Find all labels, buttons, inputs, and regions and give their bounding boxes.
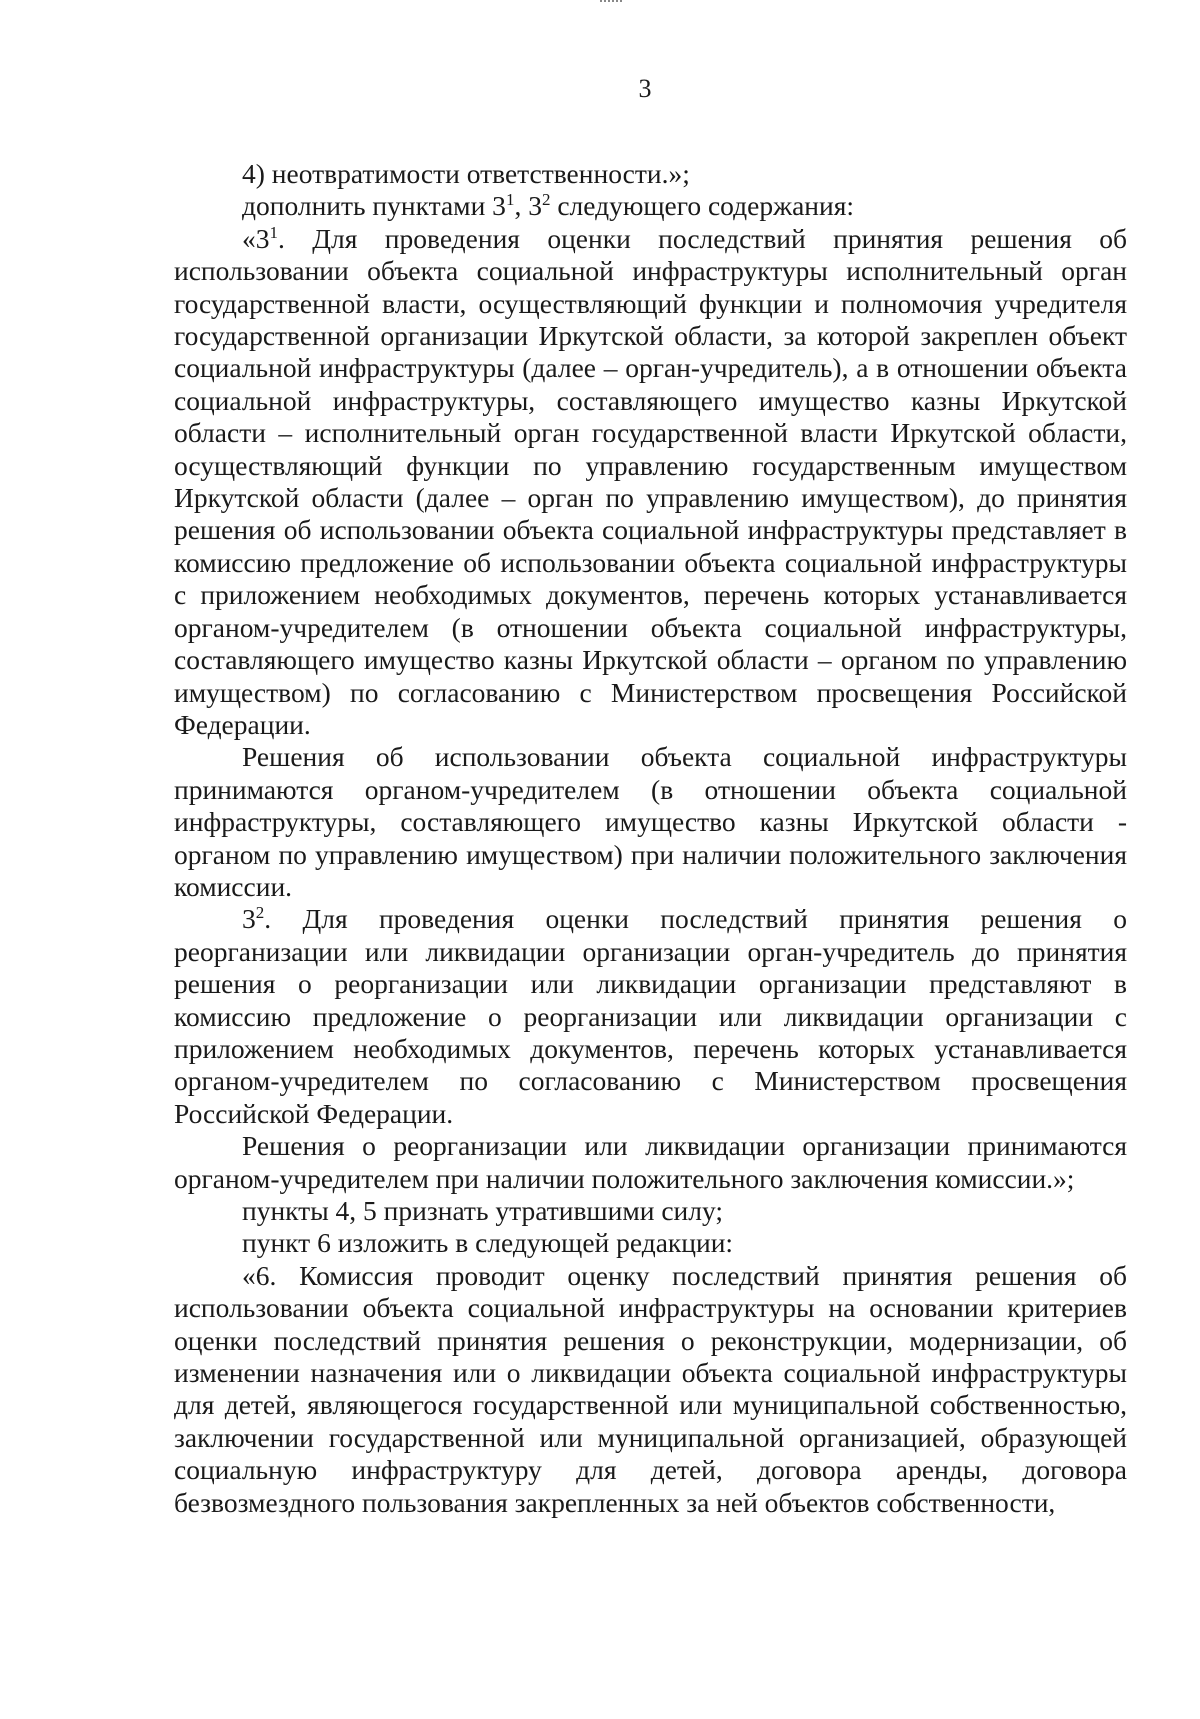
paragraph-item-4: 4) неотвратимости ответственности.»; xyxy=(242,158,690,189)
superscript: 1 xyxy=(505,190,515,210)
paragraph-clause-3-2: $3^2$. Для проведения оценки последствий принятия решения о реорганизации или ликвидации организации орган-учредитель до принятия решения о реорганизации или ликвидации организации представляют в комиссию предложение о реорганизации или ликвидации организации с приложением необходимых документов, перечень которых устанавливается органом-учредителем по согласованию с Министерством просвещения Российской Федерации. xyxy=(174,903,1127,1129)
paragraph-points-repealed: пункты 4, 5 признать утратившими силу; xyxy=(242,1195,723,1226)
document-body xyxy=(174,158,1127,1519)
paragraph-amendment-intro: дополнить пунктами $3^1$, $3^2$ следующего содержания: xyxy=(242,190,855,222)
paragraph-clause-6: «6. Комиссия проводит оценку последствий принятия решения об использовании объекта социальной инфраструктуры на основании критериев оценки последствий принятия решения о реконструкции, модернизации, об изменении назначения или о ликвидации объекта социальной инфраструктуры для детей, являющегося государственной или муниципальной собственностью, заключении государственной или муниципальной организацией, образующей социальную инфраструктуру для детей, договора аренды, договора безвозмездного пользования закрепленных за ней объектов собственности, xyxy=(174,1259,1127,1518)
paragraph-decisions-use: Решения об использовании объекта социальной инфраструктуры принимаются органом-учредителем (в отношении объекта социальной инфраструктуры, составляющего имущество казны Иркутской области - органом по управлению имуществом) при наличии положительного заключения комиссии. xyxy=(174,741,1127,902)
superscript: 1 xyxy=(269,222,278,242)
superscript: 2 xyxy=(255,903,265,923)
scan-artifact xyxy=(600,0,622,6)
paragraph-point-6-intro: пункт 6 изложить в следующей редакции: xyxy=(242,1227,734,1259)
paragraph-decisions-reorganization: Решения о реорганизации или ликвидации организации принимаются органом-учредителем при наличии положительного заключения комиссии.»; xyxy=(174,1130,1127,1194)
paragraph-clause-3-1: «$3^1$. Для проведения оценки последствий принятия решения об использовании объекта социальной инфраструктуры исполнительный орган государственной власти, осуществляющий функции и полномочия учредителя государственной организации Иркутской области, за которой закреплен объект социальной инфраструктуры (далее – орган-учредитель), а в отношении объекта социальной инфраструктуры, составляющего имущество казны Иркутской области – исполнительный орган государственной власти Иркутской области, осуществляющий функции по управлению государственным имуществом Иркутской области (далее – орган по управлению имуществом), до принятия решения об использовании объекта социальной инфраструктуры представляет в комиссию предложение об использовании объекта социальной инфраструктуры с приложением необходимых документов, перечень которых устанавливается органом-учредителем (в отношении объекта социальной инфраструктуры, составляющего имущество казны Иркутской области – органом по управлению имуществом) по согласованию с Министерством просвещения Российской Федерации. xyxy=(174,222,1127,740)
superscript: 2 xyxy=(541,190,551,210)
page-number: 3 xyxy=(638,74,652,103)
